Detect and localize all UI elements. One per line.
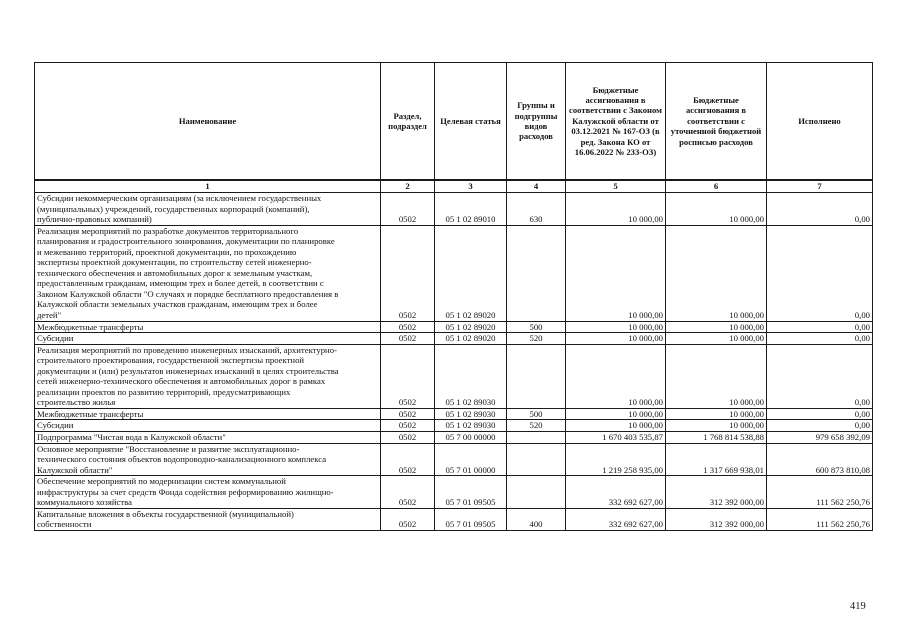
- cell-executed: 0,00: [767, 420, 873, 432]
- cell-target: 05 7 01 09505: [435, 476, 507, 509]
- header-law-budget: Бюджетные ассигнования в соответствии с Законом Калужской области от 03.12.2021 № 167-ОЗ (в ред. Закона КО от 16.06.2022 № 233-ОЗ): [566, 63, 666, 181]
- cell-refined-budget: 10 000,00: [666, 321, 767, 333]
- cell-section: 0502: [381, 432, 435, 444]
- cell-refined-budget: 10 000,00: [666, 193, 767, 226]
- cell-group: [507, 443, 566, 476]
- cell-section: 0502: [381, 508, 435, 530]
- header-target: Целевая статья: [435, 63, 507, 181]
- cell-executed: 0,00: [767, 344, 873, 408]
- cell-refined-budget: 10 000,00: [666, 225, 767, 321]
- cell-group: [507, 476, 566, 509]
- cell-section: 0502: [381, 408, 435, 420]
- cell-name: Межбюджетные трансферты: [35, 408, 381, 420]
- header-name: Наименование: [35, 63, 381, 181]
- column-number-row: [35, 180, 873, 193]
- cell-name: Капитальные вложения в объекты государственной (муниципальной) собственности: [35, 508, 381, 530]
- cell-refined-budget: 1 317 669 938,01: [666, 443, 767, 476]
- cell-group: 520: [507, 420, 566, 432]
- table-row: [35, 193, 873, 226]
- cell-law-budget: 1 219 258 935,00: [566, 443, 666, 476]
- table-row: [35, 432, 873, 444]
- cell-target: 05 1 02 89030: [435, 408, 507, 420]
- cell-section: 0502: [381, 193, 435, 226]
- cell-group: [507, 344, 566, 408]
- cell-law-budget: 10 000,00: [566, 344, 666, 408]
- cell-target: 05 1 02 89010: [435, 193, 507, 226]
- cell-executed: 0,00: [767, 321, 873, 333]
- cell-section: 0502: [381, 476, 435, 509]
- cell-section: 0502: [381, 443, 435, 476]
- table-row: [35, 508, 873, 530]
- column-number: 3: [435, 180, 507, 193]
- cell-law-budget: 10 000,00: [566, 408, 666, 420]
- cell-group: [507, 225, 566, 321]
- cell-name: Межбюджетные трансферты: [35, 321, 381, 333]
- cell-section: 0502: [381, 344, 435, 408]
- cell-name: Реализация мероприятий по разработке документов территориального планирования и градостроительного зонирования, документации по планировке и межеванию территорий, проектной документации, по прохождению экспертизы проектной документации, по строительству сетей инженерно- технического обеспечения и автомобильных дорог к земельным участкам, предоставленным гражданам, имеющим трех и более детей, в соответствии с Законом Калужской области "О случаях и порядке бесплатного предоставления в Калужской области земельных участков гражданам, имеющим трех и более детей": [35, 225, 381, 321]
- cell-executed: 0,00: [767, 193, 873, 226]
- header-refined-budget: Бюджетные ассигнования в соответствии с уточненной бюджетной росписью расходов: [666, 63, 767, 181]
- cell-refined-budget: 10 000,00: [666, 420, 767, 432]
- cell-law-budget: 332 692 627,00: [566, 508, 666, 530]
- cell-refined-budget: 10 000,00: [666, 344, 767, 408]
- cell-group: 400: [507, 508, 566, 530]
- cell-section: 0502: [381, 225, 435, 321]
- cell-executed: 0,00: [767, 408, 873, 420]
- cell-group: [507, 432, 566, 444]
- cell-group: 630: [507, 193, 566, 226]
- cell-refined-budget: 312 392 000,00: [666, 476, 767, 509]
- column-number: 4: [507, 180, 566, 193]
- column-number: 6: [666, 180, 767, 193]
- cell-section: 0502: [381, 321, 435, 333]
- cell-law-budget: 332 692 627,00: [566, 476, 666, 509]
- cell-refined-budget: 1 768 814 538,88: [666, 432, 767, 444]
- cell-law-budget: 10 000,00: [566, 321, 666, 333]
- cell-law-budget: 10 000,00: [566, 420, 666, 432]
- table-row: [35, 420, 873, 432]
- cell-executed: 979 658 392,09: [767, 432, 873, 444]
- cell-name: Субсидии: [35, 420, 381, 432]
- cell-refined-budget: 10 000,00: [666, 333, 767, 345]
- cell-target: 05 7 01 09505: [435, 508, 507, 530]
- cell-section: 0502: [381, 333, 435, 345]
- column-number: 5: [566, 180, 666, 193]
- cell-executed: 0,00: [767, 333, 873, 345]
- table-row: [35, 476, 873, 509]
- cell-target: 05 1 02 89020: [435, 321, 507, 333]
- cell-target: 05 1 02 89030: [435, 344, 507, 408]
- cell-section: 0502: [381, 420, 435, 432]
- document-page: [34, 62, 872, 531]
- cell-name: Основное мероприятие "Восстановление и развитие эксплуатационно- технического состояния объектов водопроводно-канализационного комплекса Калужской области": [35, 443, 381, 476]
- cell-refined-budget: 10 000,00: [666, 408, 767, 420]
- cell-group: 500: [507, 408, 566, 420]
- table-row: [35, 321, 873, 333]
- cell-law-budget: 1 670 403 535,87: [566, 432, 666, 444]
- header-row: [35, 63, 873, 181]
- column-number: 7: [767, 180, 873, 193]
- table-row: [35, 333, 873, 345]
- table-row: [35, 225, 873, 321]
- table-row: [35, 344, 873, 408]
- cell-name: Субсидии: [35, 333, 381, 345]
- cell-group: 500: [507, 321, 566, 333]
- column-number: 2: [381, 180, 435, 193]
- table-body: [35, 193, 873, 531]
- table-row: [35, 443, 873, 476]
- cell-executed: 0,00: [767, 225, 873, 321]
- cell-executed: 111 562 250,76: [767, 476, 873, 509]
- cell-executed: 600 873 810,08: [767, 443, 873, 476]
- cell-refined-budget: 312 392 000,00: [666, 508, 767, 530]
- cell-target: 05 7 01 00000: [435, 443, 507, 476]
- column-number: 1: [35, 180, 381, 193]
- budget-table: [34, 62, 873, 531]
- cell-executed: 111 562 250,76: [767, 508, 873, 530]
- cell-law-budget: 10 000,00: [566, 225, 666, 321]
- table-row: [35, 408, 873, 420]
- cell-target: 05 1 02 89020: [435, 225, 507, 321]
- cell-target: 05 7 00 00000: [435, 432, 507, 444]
- cell-law-budget: 10 000,00: [566, 333, 666, 345]
- header-groups: Группы и подгруппы видов расходов: [507, 63, 566, 181]
- cell-name: Обеспечение мероприятий по модернизации систем коммунальной инфраструктуры за счет средств Фонда содействия реформированию жилищно- коммунального хозяйства: [35, 476, 381, 509]
- header-executed: Исполнено: [767, 63, 873, 181]
- page-number: 419: [850, 601, 866, 612]
- cell-name: Реализация мероприятий по проведению инженерных изысканий, архитектурно- строительного проектирования, государственной экспертизы проектной документации и (или) результатов инженерных изысканий в целях строительства сетей инженерно-технического обеспечения и автомобильных дорог в рамках реализации проектов по развитию территорий, предусматривающих строительство жилья: [35, 344, 381, 408]
- cell-name: Подпрограмма "Чистая вода в Калужской области": [35, 432, 381, 444]
- cell-target: 05 1 02 89030: [435, 420, 507, 432]
- header-section: Раздел, подраздел: [381, 63, 435, 181]
- cell-law-budget: 10 000,00: [566, 193, 666, 226]
- cell-name: Субсидии некоммерческим организациям (за исключением государственных (муниципальных) учреждений, государственных корпораций (компаний), публично-правовых компаний): [35, 193, 381, 226]
- cell-target: 05 1 02 89020: [435, 333, 507, 345]
- cell-group: 520: [507, 333, 566, 345]
